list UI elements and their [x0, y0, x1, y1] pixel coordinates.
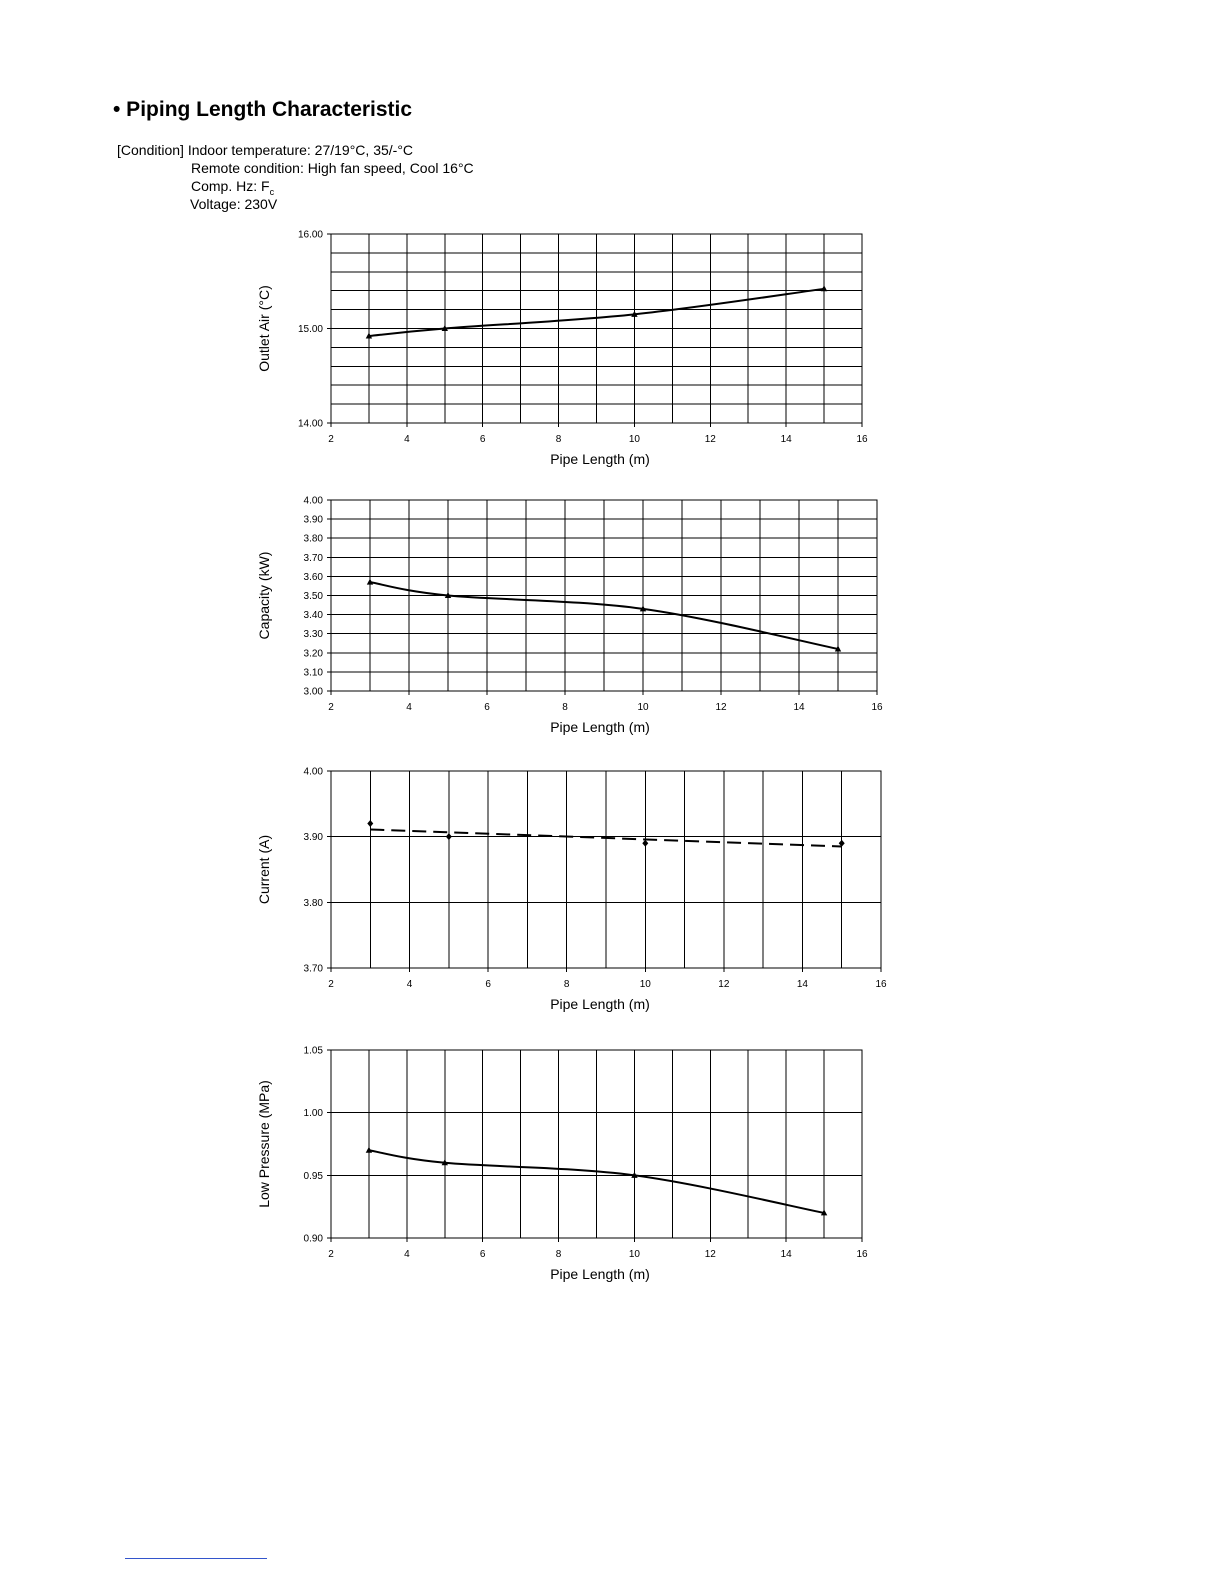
outlet-air-xtick-label: 10: [628, 434, 640, 445]
low-pressure-xtick-label: 14: [780, 1249, 792, 1260]
low-pressure-ytick-label: 1.00: [303, 1108, 323, 1120]
outlet-air-ytick-label: 16.00: [297, 229, 323, 241]
capacity-xtick-label: 8: [562, 702, 568, 713]
current-xtick-label: 10: [639, 979, 651, 990]
current-xtick-label: 16: [875, 979, 887, 990]
outlet-air-xtick-label: 4: [404, 434, 410, 445]
low-pressure-xtick-label: 10: [628, 1249, 640, 1260]
low-pressure-ytick-label: 1.05: [303, 1045, 323, 1057]
condition-indoor-temperature: [Condition] Indoor temperature: 27/19°C, 35/-°C: [117, 142, 414, 158]
current-xtick-label: 4: [406, 979, 413, 990]
capacity-ytick-label: 3.30: [303, 629, 323, 641]
capacity-ytick-label: 3.20: [303, 648, 323, 660]
low-pressure-xtick-label: 6: [479, 1249, 486, 1260]
current-xtick-label: 14: [796, 979, 808, 990]
outlet-air-ytick-label: 14.00: [297, 418, 323, 430]
capacity-ytick-label: 3.60: [303, 571, 323, 583]
capacity-xtick-label: 4: [406, 702, 412, 713]
current-yaxis-label: Current (A): [256, 834, 272, 905]
low-pressure-xtick-label: 16: [856, 1249, 868, 1260]
outlet-air-xaxis-label: Pipe Length (m): [550, 451, 650, 467]
condition-comp-hz-subscript: c: [269, 186, 275, 197]
capacity-ytick-label: 4.00: [303, 495, 323, 507]
low-pressure-ytick-label: 0.95: [303, 1170, 323, 1182]
low-pressure-xtick-label: 8: [555, 1249, 562, 1260]
capacity-xaxis-label: Pipe Length (m): [550, 719, 650, 735]
capacity-ytick-label: 3.50: [303, 591, 323, 602]
capacity-xtick-label: 16: [871, 702, 883, 713]
outlet-air-yaxis-label: Outlet Air (°C): [256, 285, 272, 372]
condition-voltage: Voltage: 230V: [190, 196, 278, 212]
current-ytick-label: 4.00: [303, 766, 323, 778]
current-ytick-label: 3.80: [303, 897, 323, 909]
current-xaxis-label: Pipe Length (m): [550, 996, 650, 1012]
outlet-air-xtick-label: 8: [555, 434, 562, 445]
low-pressure-xtick-label: 2: [328, 1249, 334, 1260]
low-pressure-xtick-label: 4: [404, 1249, 410, 1260]
current-ytick-label: 3.90: [303, 832, 323, 844]
capacity-ytick-label: 3.80: [303, 533, 323, 545]
footer-divider: [125, 1558, 267, 1559]
low-pressure-yaxis-label: Low Pressure (MPa): [256, 1080, 272, 1208]
outlet-air-xtick-label: 12: [704, 434, 716, 445]
current-ytick-label: 3.70: [303, 963, 323, 975]
current-xtick-label: 8: [563, 979, 570, 990]
condition-remote: Remote condition: High fan speed, Cool 16°C: [191, 160, 474, 176]
capacity-xtick-label: 14: [793, 702, 805, 713]
capacity-xtick-label: 12: [715, 702, 727, 713]
capacity-ytick-label: 3.70: [303, 552, 323, 564]
capacity-ytick-label: 3.00: [303, 686, 323, 698]
page-heading: • Piping Length Characteristic: [113, 98, 413, 121]
outlet-air-xtick-label: 2: [328, 434, 334, 445]
low-pressure-xtick-label: 12: [704, 1249, 716, 1260]
low-pressure-ytick-label: 0.90: [303, 1233, 323, 1245]
capacity-ytick-label: 3.10: [303, 667, 323, 679]
current-xtick-label: 6: [485, 979, 491, 990]
current-xtick-label: 12: [718, 979, 730, 990]
outlet-air-xtick-label: 14: [780, 434, 792, 445]
capacity-xtick-label: 10: [637, 702, 649, 713]
capacity-xtick-label: 6: [484, 702, 490, 713]
condition-comp-hz-text: Comp. Hz: F: [191, 178, 270, 194]
capacity-xtick-label: 2: [328, 702, 334, 713]
outlet-air-xtick-label: 6: [479, 434, 486, 445]
current-xtick-label: 2: [328, 979, 334, 990]
capacity-ytick-label: 3.40: [303, 610, 323, 622]
outlet-air-ytick-label: 15.00: [297, 324, 323, 335]
capacity-yaxis-label: Capacity (kW): [256, 551, 272, 640]
capacity-ytick-label: 3.90: [303, 514, 323, 526]
low-pressure-xaxis-label: Pipe Length (m): [550, 1266, 650, 1282]
outlet-air-xtick-label: 16: [856, 434, 868, 445]
